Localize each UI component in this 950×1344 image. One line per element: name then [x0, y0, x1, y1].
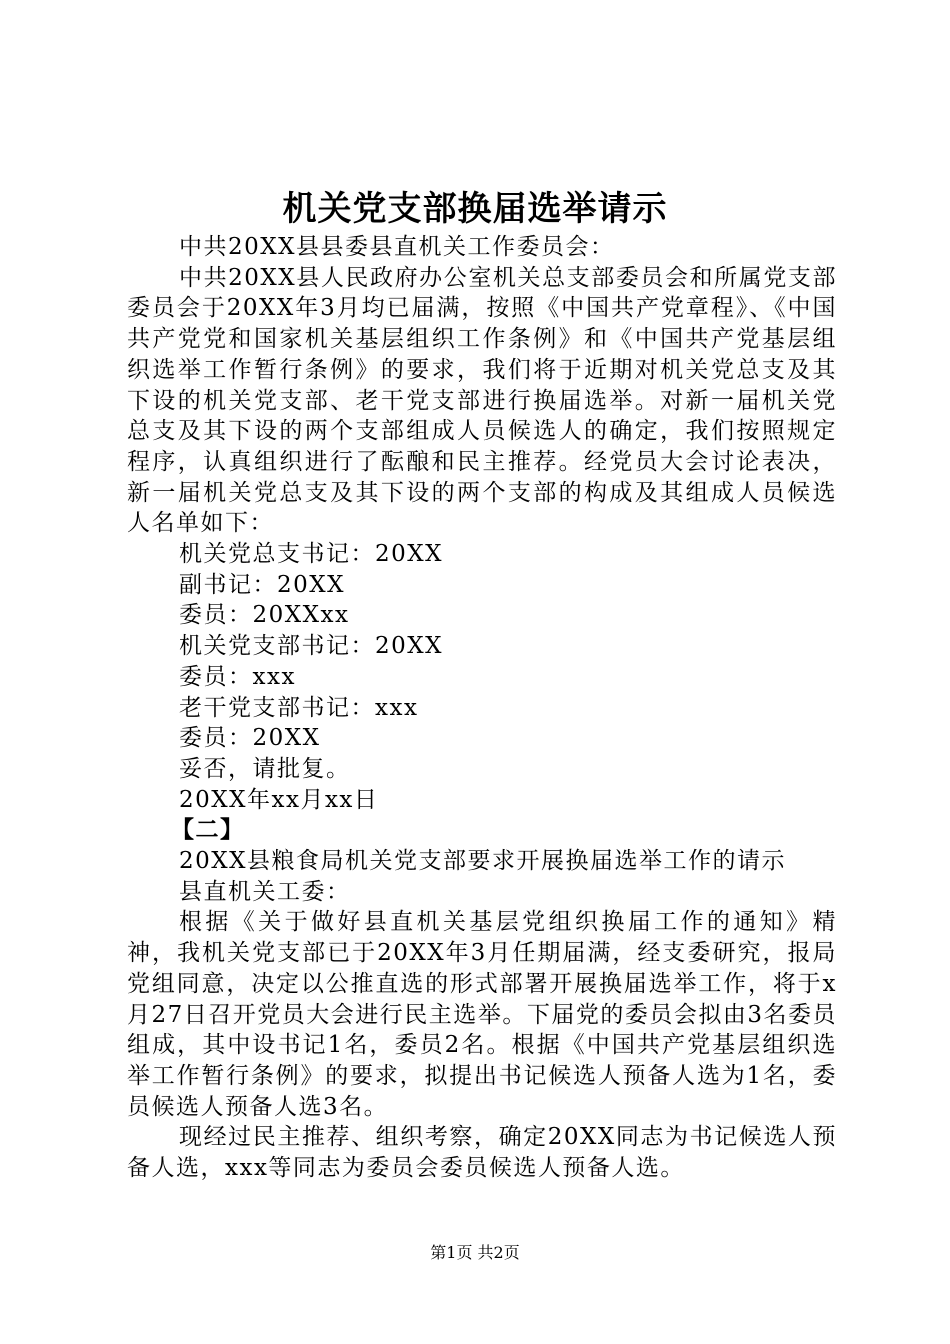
- salutation-2: 县直机关工委：: [179, 878, 351, 905]
- candidate-item: 委员：xxx: [179, 663, 296, 690]
- document-title: 机关党支部换届选举请示: [282, 189, 668, 229]
- paragraph-nomination: 现经过民主推荐、组织考察，确定20XX同志为书记候选人预备人选，xxx等同志为委员会委员候选人预备人选。: [127, 1124, 837, 1182]
- page-footer: 第1页 共2页: [430, 1243, 520, 1262]
- date-line: 20XX年xx月xx日: [179, 786, 379, 813]
- section-subtitle: 20XX县粮食局机关党支部要求开展换届选举工作的请示: [179, 848, 787, 875]
- candidate-item: 委员：20XXxx: [179, 602, 350, 629]
- candidate-item: 老干党支部书记：xxx: [179, 694, 419, 721]
- paragraph-request: 中共20XX县人民政府办公室机关总支部委员会和所属党支部委员会于20XX年3月均已届满，按照《中国共产党章程》、《中国共产党党和国家机关基层组织工作条例》和《中国共产党基层组织选举工作暂行条例》的要求，我们将于近期对机关党总支及其下设的机关党支部、老干党支部进行换届选举。对新一届机关党总支及其下设的两个支部组成人员候选人的确定，我们按照规定程序，认真组织进行了酝酿和民主推荐。经党员大会讨论表决，新一届机关党总支及其下设的两个支部的构成及其组成人员候选人名单如下：: [127, 264, 837, 537]
- candidate-item: 机关党支部书记：20XX: [179, 633, 444, 660]
- salutation-1: 中共20XX县县委县直机关工作委员会：: [179, 234, 615, 260]
- paragraph-basis: 根据《关于做好县直机关基层党组织换届工作的通知》精神，我机关党支部已于20XX年3月任期届满，经支委研究，报局党组同意，决定以公推直选的形式部署开展换届选举工作，将于x月27日召开党员大会进行民主选举。下届党的委员会拟由3名委员组成，其中设书记1名，委员2名。根据《中国共产党基层组织选举工作暂行条例》的要求，拟提出书记候选人预备人选为1名，委员候选人预备人选3名。: [127, 909, 837, 1120]
- document-body: [127, 232, 837, 1184]
- candidate-item: 机关党总支书记：20XX: [179, 541, 444, 568]
- candidate-item: 委员：20XX: [179, 725, 321, 752]
- section-marker: 【二】: [171, 816, 245, 844]
- candidate-item: 副书记：20XX: [179, 571, 346, 598]
- closing-line: 妥否，请批复。: [179, 755, 351, 782]
